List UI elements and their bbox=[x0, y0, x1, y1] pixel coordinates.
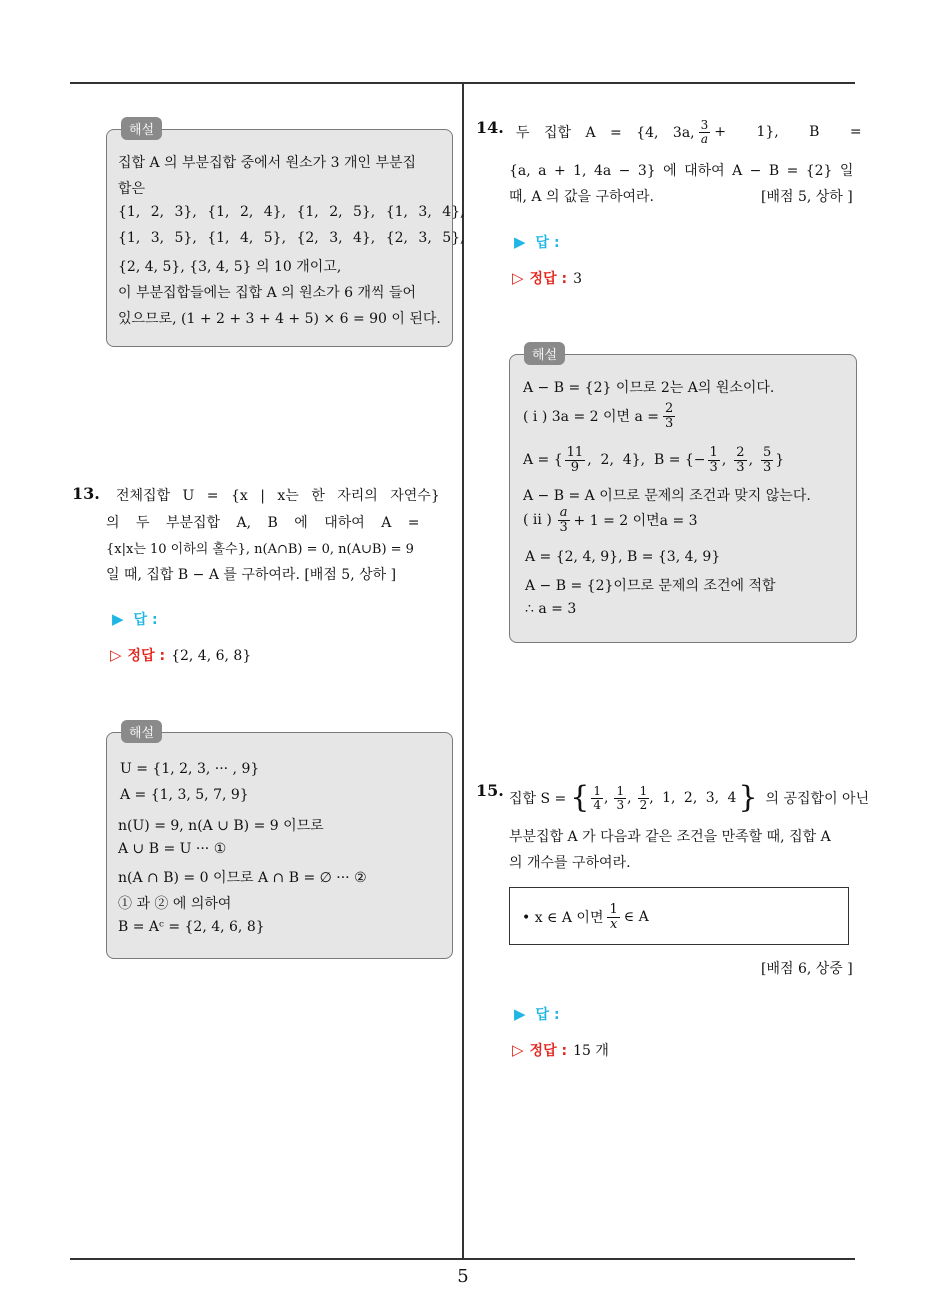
question-13-line: {x|x는 10 이하의 홀수}, n(A∩B) = 0, n(A∪B) = 9 bbox=[106, 542, 414, 557]
question-14-line-1 bbox=[516, 117, 862, 147]
question-15-text: 집합 S = bbox=[509, 791, 567, 807]
answer-label: 답 : bbox=[535, 235, 560, 251]
answer-row-14 bbox=[514, 232, 560, 252]
denominator: 2 bbox=[639, 797, 648, 812]
answer-key-label: 정답 : bbox=[529, 1043, 568, 1059]
question-15-text: 의 공집합이 아닌 bbox=[765, 791, 870, 807]
answer-key-value: 15 개 bbox=[573, 1043, 609, 1059]
explanation-tag: 해설 bbox=[121, 117, 162, 140]
denominator: 3 bbox=[559, 519, 568, 535]
numerator: 3 bbox=[700, 117, 709, 132]
question-13-line: 일 때, 집합 B − A 를 구하여라. [배점 5, 상하 ] bbox=[106, 567, 397, 583]
explanation-line: 집합 A 의 부분집합 중에서 원소가 3 개인 부분집 bbox=[118, 155, 417, 171]
explanation-line: A − B = A 이므로 문제의 조건과 맞지 않는다. bbox=[523, 488, 811, 504]
explanation-box-q12 bbox=[106, 123, 465, 347]
explanation-line: B = Aᶜ = {2, 4, 6, 8} bbox=[118, 919, 265, 935]
explanation-text: + 1 = 2 이면a = 3 bbox=[573, 513, 698, 529]
question-14-points: [배점 5, 상하 ] bbox=[761, 189, 853, 205]
denominator: x bbox=[609, 916, 618, 932]
explanation-text: , bbox=[721, 452, 727, 468]
numerator: a bbox=[559, 504, 568, 520]
answer-key-value: {2, 4, 6, 8} bbox=[171, 648, 252, 664]
explanation-line: 있으므로, (1 + 2 + 3 + 4 + 5) × 6 = 90 이 된다. bbox=[118, 311, 441, 327]
explanation-line bbox=[523, 503, 698, 537]
explanation-line: A ∪ B = U ··· ① bbox=[118, 841, 227, 857]
numerator: 11 bbox=[566, 444, 584, 460]
explanation-text: , 2, 4}, B = {− bbox=[587, 452, 706, 468]
play-icon: ▶ bbox=[514, 233, 526, 251]
explanation-box-q13 bbox=[106, 726, 453, 959]
denominator: 3 bbox=[665, 415, 674, 431]
answer-label: 답 : bbox=[535, 1007, 560, 1023]
answer-row-15 bbox=[514, 1004, 560, 1024]
left-brace: { bbox=[570, 780, 590, 815]
question-number-15: 15. bbox=[476, 781, 504, 800]
question-14-text: 두 집합 A = {4, 3a, bbox=[516, 125, 695, 141]
denominator: 3 bbox=[616, 797, 625, 812]
comma: , bbox=[604, 790, 609, 806]
fraction bbox=[734, 446, 746, 475]
explanation-line: n(U) = 9, n(A ∪ B) = 9 이므로 bbox=[118, 818, 324, 834]
question-14-text: + 1}, B = bbox=[714, 124, 862, 140]
answer-key-label: 정답 : bbox=[529, 271, 568, 287]
explanation-line: A = {2, 4, 9}, B = {3, 4, 9} bbox=[525, 549, 721, 565]
play-icon: ▶ bbox=[112, 610, 124, 628]
denominator: 3 bbox=[709, 459, 718, 475]
numerator: 5 bbox=[763, 444, 772, 460]
fraction bbox=[708, 446, 720, 475]
play-icon: ▶ bbox=[514, 1005, 526, 1023]
fraction bbox=[607, 903, 619, 932]
numerator: 1 bbox=[593, 783, 602, 798]
fraction bbox=[663, 402, 675, 431]
explanation-line: U = {1, 2, 3, ··· , 9} bbox=[120, 761, 260, 777]
right-brace: } bbox=[738, 780, 758, 815]
explanation-text: } bbox=[775, 452, 785, 468]
explanation-line: n(A ∩ B) = 0 이므로 A ∩ B = ∅ ··· ② bbox=[118, 870, 367, 886]
column-divider bbox=[462, 83, 464, 1258]
bottom-rule bbox=[70, 1258, 855, 1260]
question-number-14: 14. bbox=[476, 118, 504, 137]
explanation-tag: 해설 bbox=[121, 720, 162, 743]
question-14-line-3: 때, A 의 값을 구하여라. bbox=[509, 189, 655, 205]
explanation-tag: 해설 bbox=[524, 342, 565, 365]
triangle-outline-icon: ▷ bbox=[110, 646, 122, 664]
explanation-line: A − B = {2}이므로 문제의 조건에 적합 bbox=[525, 578, 776, 594]
explanation-line: A = {1, 3, 5, 7, 9} bbox=[120, 787, 249, 803]
fraction bbox=[614, 785, 626, 812]
answer-key-label: 정답 : bbox=[127, 648, 166, 664]
numerator: 1 bbox=[639, 783, 648, 798]
answer-key-row-15 bbox=[512, 1040, 609, 1060]
explanation-line: A − B = {2} 이므로 2는 A의 원소이다. bbox=[523, 380, 775, 396]
numerator: 2 bbox=[736, 444, 745, 460]
explanation-text: , bbox=[748, 452, 754, 468]
explanation-line: {1, 2, 3}, {1, 2, 4}, {1, 2, 5}, {1, 3, 4}, bbox=[118, 204, 465, 220]
denominator: 3 bbox=[763, 459, 772, 475]
fraction bbox=[761, 446, 773, 475]
numerator: 1 bbox=[609, 901, 618, 917]
page-number: 5 bbox=[457, 1266, 469, 1287]
explanation-text: ( i ) 3a = 2 이면 a = bbox=[523, 409, 660, 425]
comma: , bbox=[627, 790, 632, 806]
fraction bbox=[591, 785, 603, 812]
fraction bbox=[699, 119, 711, 146]
question-13-line: 의 두 부분집합 A, B 에 대하여 A = bbox=[106, 515, 420, 531]
denominator: a bbox=[700, 131, 709, 146]
question-15-points: [배점 6, 상중 ] bbox=[761, 961, 853, 977]
numerator: 2 bbox=[665, 400, 674, 416]
question-15-text: , 1, 2, 3, 4 bbox=[649, 790, 737, 806]
fraction bbox=[565, 446, 586, 475]
condition-box bbox=[509, 887, 849, 945]
answer-key-row-13 bbox=[110, 645, 251, 665]
explanation-line: 합은 bbox=[118, 181, 146, 197]
explanation-line: ∴ a = 3 bbox=[525, 601, 577, 617]
explanation-line: 이 부분집합들에는 집합 A 의 원소가 6 개씩 들어 bbox=[118, 285, 417, 301]
explanation-line: {1, 3, 5}, {1, 4, 5}, {2, 3, 4}, {2, 3, 5}, bbox=[118, 230, 465, 246]
question-14-line-2: {a, a + 1, 4a − 3} 에 대하여 A − B = {2} 일 bbox=[509, 163, 854, 179]
explanation-box-q14 bbox=[509, 348, 857, 643]
question-15-line-3: 의 개수를 구하여라. bbox=[509, 855, 631, 871]
denominator: 3 bbox=[736, 459, 745, 475]
numerator: 1 bbox=[709, 444, 718, 460]
question-15-line-2: 부분집합 A 가 다음과 같은 조건을 만족할 때, 집합 A bbox=[509, 829, 831, 845]
triangle-outline-icon: ▷ bbox=[512, 269, 524, 287]
fraction bbox=[638, 785, 650, 812]
explanation-line bbox=[523, 399, 675, 433]
question-number-13: 13. bbox=[72, 484, 100, 503]
condition-line bbox=[522, 900, 649, 934]
answer-label: 답 : bbox=[133, 612, 158, 628]
explanation-line bbox=[523, 443, 784, 477]
fraction bbox=[558, 506, 570, 535]
denominator: 4 bbox=[593, 797, 602, 812]
condition-text: ∈ A bbox=[623, 909, 649, 925]
explanation-line: {2, 4, 5}, {3, 4, 5} 의 10 개이고, bbox=[118, 259, 342, 275]
answer-key-value: 3 bbox=[573, 271, 582, 287]
answer-row-13 bbox=[112, 609, 158, 629]
denominator: 9 bbox=[570, 459, 580, 475]
answer-key-row-14 bbox=[512, 268, 582, 288]
question-13-line: 전체집합 U = {x | x는 한 자리의 자연수} bbox=[116, 488, 440, 504]
explanation-text: ( ii ) bbox=[523, 512, 552, 528]
explanation-text: A = { bbox=[523, 452, 563, 468]
numerator: 1 bbox=[616, 783, 625, 798]
question-15-line-1 bbox=[509, 780, 869, 816]
explanation-line: ① 과 ② 에 의하여 bbox=[118, 896, 232, 912]
condition-text: • x ∈ A 이면 bbox=[522, 910, 604, 926]
triangle-outline-icon: ▷ bbox=[512, 1041, 524, 1059]
